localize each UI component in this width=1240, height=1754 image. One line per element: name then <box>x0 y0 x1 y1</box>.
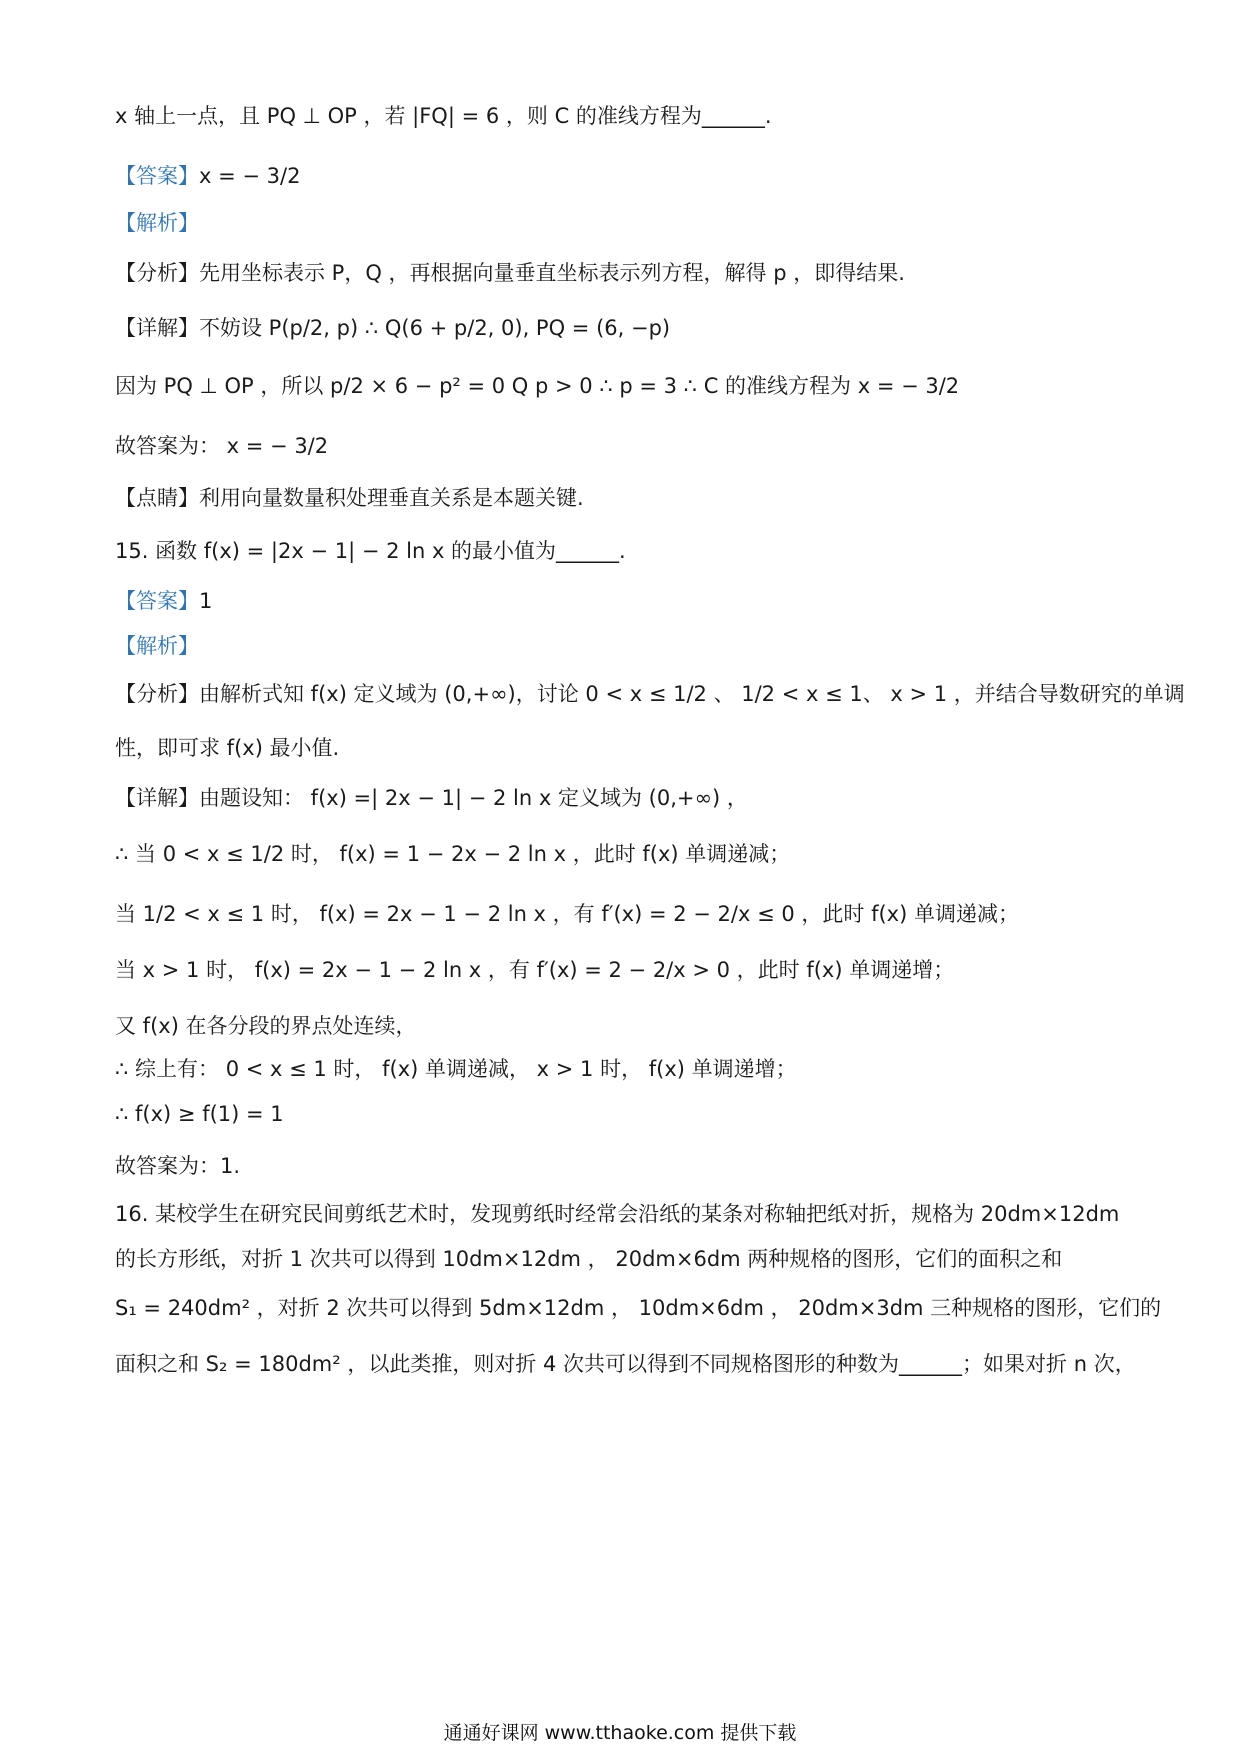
line-text: 16. 某校学生在研究民间剪纸艺术时，发现剪纸时经常会沿纸的某条对称轴把纸对折，规格为 20dm×12dm <box>115 1202 1120 1226</box>
line-text: 故答案为： x = − 3/2 <box>115 434 329 458</box>
line-text: 当 1/2 < x ≤ 1 时， f(x) = 2x − 1 − 2 ln x ，有 f′(x) = 2 − 2/x ≤ 0 ，此时 f(x) 单调递减； <box>115 902 1019 926</box>
text-line <box>115 1292 1162 1324</box>
text-line <box>115 1348 1140 1380</box>
line-text: 利用向量数量积处理垂直关系是本题关键. <box>199 486 584 510</box>
line-text: 面积之和 S₂ = 180dm² ，以此类推，则对折 4 次共可以得到不同规格图形的种数为______；如果对折 n 次， <box>115 1352 1136 1376</box>
text-line <box>115 160 1140 192</box>
step-label: 【分析】 <box>115 682 199 706</box>
line-text: ∴ 当 0 < x ≤ 1/2 时， f(x) = 1 − 2x − 2 ln x ，此时 f(x) 单调递减； <box>115 842 791 866</box>
text-line <box>115 535 1140 567</box>
line-text: ∴ 综上有： 0 < x ≤ 1 时， f(x) 单调递减， x > 1 时， f(x) 单调递增； <box>115 1057 797 1081</box>
text-line <box>115 585 1140 617</box>
text-line <box>115 898 1140 930</box>
line-text: 性，即可求 f(x) 最小值. <box>115 736 340 760</box>
text-line <box>115 312 1140 344</box>
text-line <box>115 954 1140 986</box>
text-line <box>115 1053 1140 1085</box>
line-text: 15. 函数 f(x) = |2x − 1| − 2 ln x 的最小值为______. <box>115 539 626 563</box>
line-text: 故答案为：1. <box>115 1154 241 1178</box>
text-line <box>115 838 1140 870</box>
text-line <box>115 370 1140 402</box>
line-text: x = − 3/2 <box>199 164 301 188</box>
section-label: 【解析】 <box>115 211 199 235</box>
line-text: x 轴上一点，且 PQ ⊥ OP ，若 |FQ| = 6 ，则 C 的准线方程为______. <box>115 104 772 128</box>
text-line <box>115 678 1185 710</box>
line-text: S₁ = 240dm² ，对折 2 次共可以得到 5dm×12dm ， 10dm×6dm ， 20dm×3dm 三种规格的图形，它们的 <box>115 1296 1162 1320</box>
line-text: 先用坐标表示 P，Q ，再根据向量垂直坐标表示列方程，解得 p ，即得结果. <box>199 261 905 285</box>
text-line <box>115 257 1140 289</box>
line-text: 不妨设 P(p/2, p) ∴ Q(6 + p/2, 0), PQ = (6, −p) <box>199 316 671 340</box>
text-line <box>115 1150 1140 1182</box>
step-label: 【分析】 <box>115 261 199 285</box>
step-label: 【详解】 <box>115 316 199 340</box>
line-text: 的长方形纸，对折 1 次共可以得到 10dm×12dm ， 20dm×6dm 两种规格的图形，它们的面积之和 <box>115 1247 1063 1271</box>
line-text: 由题设知： f(x) =| 2x − 1| − 2 ln x 定义域为 (0,+∞) ， <box>199 786 748 810</box>
step-label: 【点睛】 <box>115 486 199 510</box>
text-line <box>115 782 1140 814</box>
line-text: 当 x > 1 时， f(x) = 2x − 1 − 2 ln x ，有 f′(x) = 2 − 2/x > 0 ，此时 f(x) 单调递增； <box>115 958 955 982</box>
section-label: 【答案】 <box>115 589 199 613</box>
line-text: 由解析式知 f(x) 定义域为 (0,+∞)，讨论 0 < x ≤ 1/2 、 1/2 < x ≤ 1、 x > 1 ，并结合导数研究的单调 <box>199 682 1185 706</box>
text-line <box>115 430 1140 462</box>
text-line <box>115 100 1140 132</box>
page-footer: 通通好课网 www.tthaoke.com 提供下载 <box>443 1722 797 1744</box>
text-line <box>115 1243 1140 1275</box>
text-line <box>115 732 1140 764</box>
text-line <box>115 482 1140 514</box>
line-text: ∴ f(x) ≥ f(1) = 1 <box>115 1102 284 1126</box>
text-line <box>115 1098 1140 1130</box>
section-label: 【答案】 <box>115 164 199 188</box>
line-text: 又 f(x) 在各分段的界点处连续， <box>115 1014 417 1038</box>
text-line <box>115 1010 1140 1042</box>
text-line <box>115 630 1140 662</box>
line-text: 因为 PQ ⊥ OP ，所以 p/2 × 6 − p² = 0 Q p > 0 ∴ p = 3 ∴ C 的准线方程为 x = − 3/2 <box>115 374 960 398</box>
text-line <box>115 207 1140 239</box>
line-text: 1 <box>199 589 213 613</box>
text-line <box>115 1198 1140 1230</box>
step-label: 【详解】 <box>115 786 199 810</box>
section-label: 【解析】 <box>115 634 199 658</box>
